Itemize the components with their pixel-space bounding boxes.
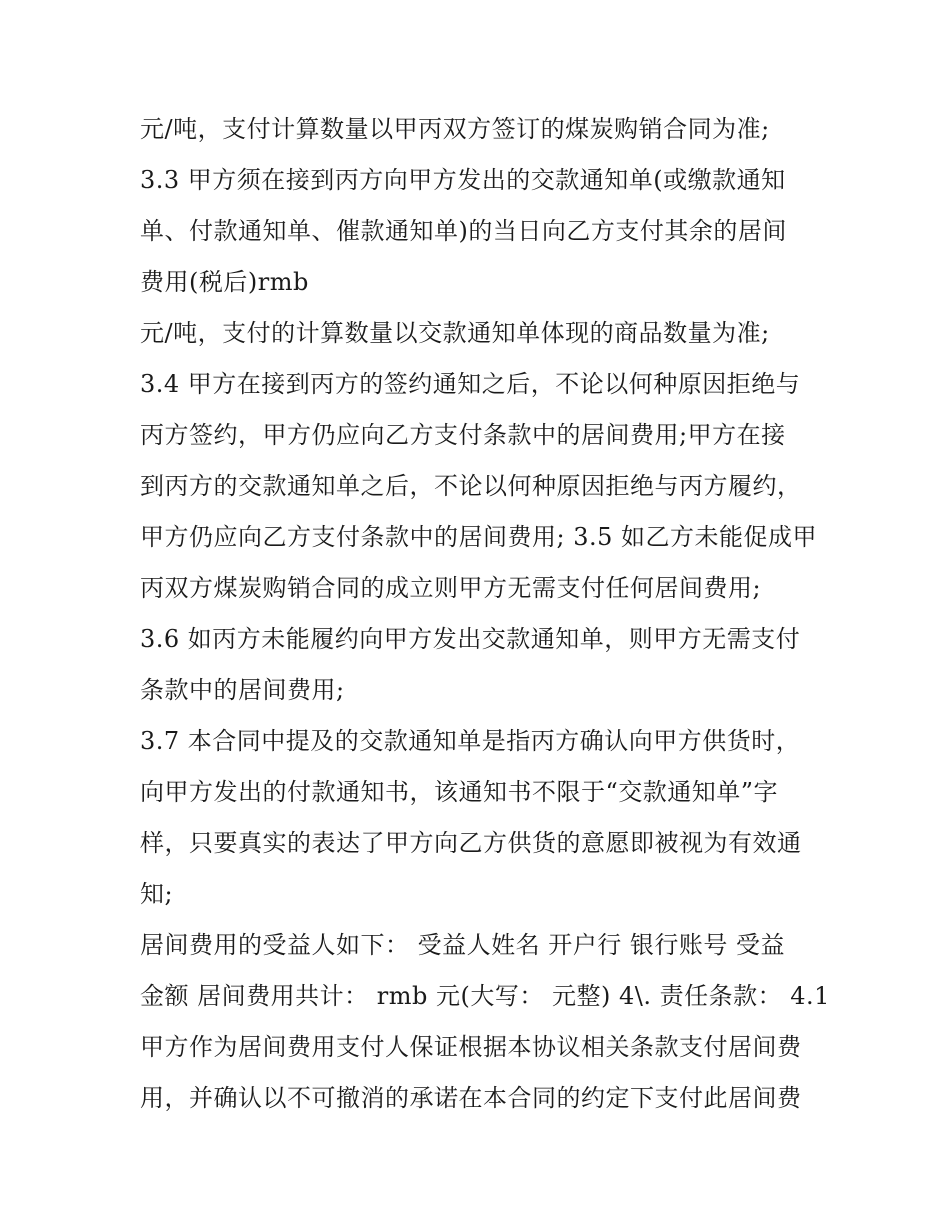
text-line: 金额 居间费用共计： rmb 元(大写： 元整) 4\. 责任条款： 4.1 bbox=[140, 982, 830, 1010]
text-line: 向甲方发出的付款通知书，该通知书不限于“交款通知单”字 bbox=[140, 778, 779, 806]
text-line: 3.3 甲方须在接到丙方向甲方发出的交款通知单(或缴款通知 bbox=[140, 166, 786, 194]
text-line: 3.6 如丙方未能履约向甲方发出交款通知单，则甲方无需支付 bbox=[140, 625, 801, 653]
document-body bbox=[140, 104, 830, 1124]
text-line: 丙双方煤炭购销合同的成立则甲方无需支付任何居间费用; bbox=[140, 574, 762, 602]
text-line: 3.4 甲方在接到丙方的签约通知之后，不论以何种原因拒绝与 bbox=[140, 370, 801, 398]
text-line: 元/吨，支付计算数量以甲丙双方签订的煤炭购销合同为准; bbox=[140, 115, 770, 143]
text-line: 知; bbox=[140, 880, 174, 908]
text-line: 用，并确认以不可撤消的承诺在本合同的约定下支付此居间费 bbox=[140, 1084, 802, 1112]
text-line: 条款中的居间费用; bbox=[140, 676, 345, 704]
text-line: 单、付款通知单、催款通知单)的当日向乙方支付其余的居间 bbox=[140, 217, 787, 245]
text-line: 到丙方的交款通知单之后，不论以何种原因拒绝与丙方履约， bbox=[140, 472, 802, 500]
text-line: 费用(税后)rmb bbox=[140, 268, 309, 296]
text-line: 3.7 本合同中提及的交款通知单是指丙方确认向甲方供货时， bbox=[140, 727, 801, 755]
text-line: 甲方作为居间费用支付人保证根据本协议相关条款支付居间费 bbox=[140, 1033, 802, 1061]
text-line: 居间费用的受益人如下： 受益人姓名 开户行 银行账号 受益 bbox=[140, 931, 786, 959]
text-line: 丙方签约，甲方仍应向乙方支付条款中的居间费用;甲方在接 bbox=[140, 421, 786, 449]
text-line: 甲方仍应向乙方支付条款中的居间费用; 3.5 如乙方未能促成甲 bbox=[140, 523, 818, 551]
text-line: 样，只要真实的表达了甲方向乙方供货的意愿即被视为有效通 bbox=[140, 829, 802, 857]
text-line: 元/吨，支付的计算数量以交款通知单体现的商品数量为准; bbox=[140, 319, 770, 347]
